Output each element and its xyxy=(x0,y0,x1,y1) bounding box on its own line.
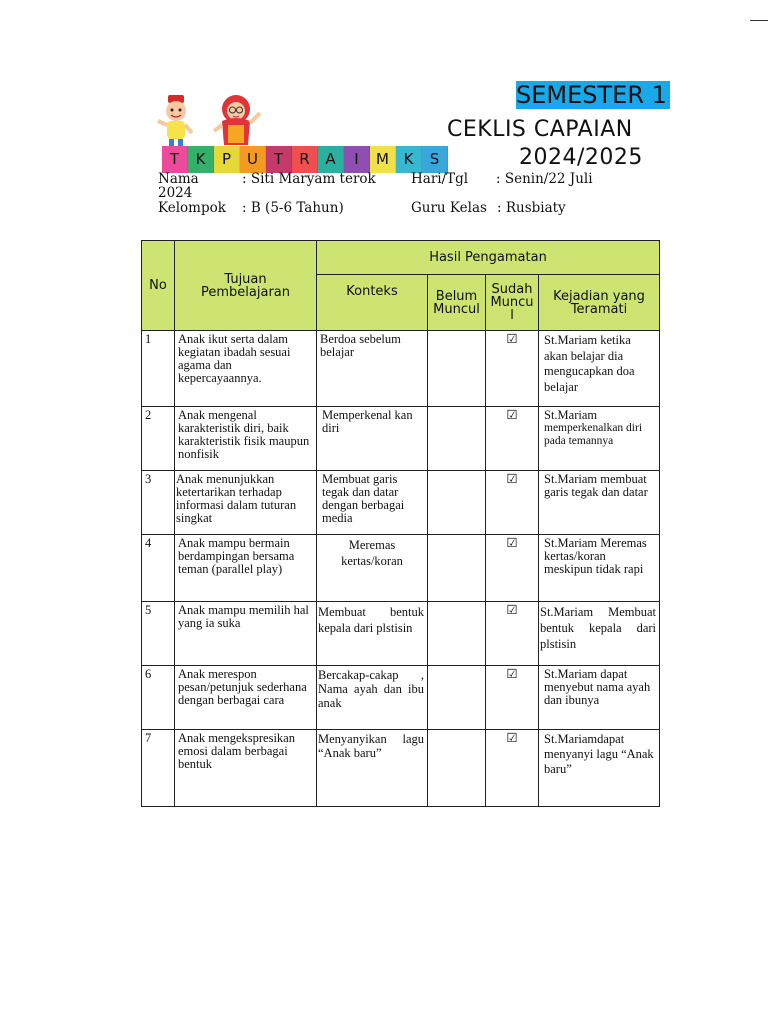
school-letter-block: R xyxy=(292,146,318,173)
table-row xyxy=(142,602,660,666)
row-sudah-checkbox: ☑ xyxy=(486,535,539,602)
row-tujuan: Anak menunjukkan ketertarikan terhadap informasi dalam tuturan singkat xyxy=(175,471,317,535)
table-row xyxy=(142,407,660,471)
school-name-blocks xyxy=(162,146,448,173)
header-sudah: Sudah Muncul xyxy=(486,275,539,331)
nama-value: : Siti Maryam terok xyxy=(242,171,376,187)
row-kejadian: St.Mariam dapat menyebut nama ayah dan ibunya xyxy=(539,666,660,730)
kelompok-value: : B (5-6 Tahun) xyxy=(242,200,344,216)
row-number: 5 xyxy=(142,602,175,666)
guru-value: : Rusbiaty xyxy=(497,200,566,216)
row-number: 2 xyxy=(142,407,175,471)
school-letter-block: K xyxy=(188,146,214,173)
school-letter-block: K xyxy=(396,146,422,173)
row-belum xyxy=(428,602,486,666)
hari-value: : Senin/22 Juli xyxy=(496,171,593,187)
row-tujuan: Anak mengenal karakteristik diri, baik karakteristik fisik maupun nonfisik xyxy=(175,407,317,471)
nama-label: Nama xyxy=(158,171,199,187)
row-konteks: Meremas kertas/koran xyxy=(317,535,428,602)
row-konteks: Memperkenal kan diri xyxy=(317,407,428,471)
row-tujuan: Anak mengekspresikan emosi dalam berbagai bentuk xyxy=(175,730,317,807)
row-konteks: Membuat bentuk kepala dari plstisin xyxy=(317,602,428,666)
row-belum xyxy=(428,471,486,535)
header-konteks: Konteks xyxy=(317,275,428,331)
table-row xyxy=(142,331,660,407)
header-no: No xyxy=(142,241,175,331)
kelompok-label: Kelompok xyxy=(158,200,226,216)
school-letter-block: P xyxy=(214,146,240,173)
row-kejadian-detail: memperkenalkan diri pada temannya xyxy=(544,422,643,447)
row-sudah-checkbox: ☑ xyxy=(486,730,539,807)
row-kejadian xyxy=(539,407,660,471)
date-year: 2024 xyxy=(158,185,193,201)
header-hasil-text: Hasil Pengamatan xyxy=(429,250,547,265)
row-number: 7 xyxy=(142,730,175,807)
row-kejadian: St.Mariamdapat menyanyi lagu “Anak baru” xyxy=(539,730,660,807)
row-sudah-checkbox: ☑ xyxy=(486,471,539,535)
row-number: 1 xyxy=(142,331,175,407)
row-belum xyxy=(428,331,486,407)
school-letter-block: M xyxy=(370,146,396,173)
school-letter-block: T xyxy=(162,146,188,173)
assessment-table xyxy=(141,240,660,807)
row-konteks: Menyanyikan lagu “Anak baru” xyxy=(317,730,428,807)
header-hasil xyxy=(317,241,660,275)
row-belum xyxy=(428,407,486,471)
semester-badge xyxy=(516,81,670,109)
hari-label: Hari/Tgl xyxy=(411,171,469,187)
row-tujuan: Anak ikut serta dalam kegiatan ibadah sesuai agama dan kepercayaannya. xyxy=(175,331,317,407)
academic-year: 2024/2025 xyxy=(519,145,643,170)
row-kejadian-name: St.Mariam xyxy=(544,408,598,422)
school-letter-block: U xyxy=(240,146,266,173)
row-tujuan: Anak merespon pesan/petunjuk sederhana dengan berbagai cara xyxy=(175,666,317,730)
row-number: 3 xyxy=(142,471,175,535)
row-konteks: Bercakap-cakap , Nama ayah dan ibu anak xyxy=(317,666,428,730)
table-row xyxy=(142,666,660,730)
row-number: 4 xyxy=(142,535,175,602)
guru-label: Guru Kelas xyxy=(411,200,487,216)
semester-text: SEMESTER 1 xyxy=(516,81,667,109)
row-kejadian: St.Mariam Meremas kertas/koran meskipun tidak rapi xyxy=(539,535,660,602)
row-sudah-checkbox: ☑ xyxy=(486,602,539,666)
school-letter-block: T xyxy=(266,146,292,173)
table-row xyxy=(142,471,660,535)
table-row xyxy=(142,535,660,602)
row-belum xyxy=(428,666,486,730)
school-letter-block: A xyxy=(318,146,344,173)
document-title: CEKLIS CAPAIAN xyxy=(447,117,633,142)
row-kejadian: St.Mariam Membuat bentuk kepala dari plstisin xyxy=(539,602,660,666)
row-belum xyxy=(428,535,486,602)
table-row xyxy=(142,730,660,807)
corner-mark xyxy=(750,20,768,21)
row-sudah-checkbox: ☑ xyxy=(486,331,539,407)
header-kejadian: Kejadian yang Teramati xyxy=(539,275,660,331)
boy-figure xyxy=(158,95,192,147)
row-tujuan: Anak mampu memilih hal yang ia suka xyxy=(175,602,317,666)
row-sudah-checkbox: ☑ xyxy=(486,666,539,730)
header-belum: Belum Muncul xyxy=(428,275,486,331)
row-konteks: Membuat garis tegak dan datar dengan berbagai media xyxy=(317,471,428,535)
row-number: 6 xyxy=(142,666,175,730)
row-kejadian: St.Mariam ketika akan belajar dia mengucapkan doa belajar xyxy=(539,331,660,407)
school-letter-block: S xyxy=(422,146,448,173)
row-belum xyxy=(428,730,486,807)
row-konteks: Berdoa sebelum belajar xyxy=(317,331,428,407)
header-tujuan: Tujuan Pembelajaran xyxy=(175,241,317,331)
girl-figure xyxy=(214,95,260,145)
row-sudah-checkbox: ☑ xyxy=(486,407,539,471)
school-letter-block: I xyxy=(344,146,370,173)
kids-mascot-illustration xyxy=(156,95,266,147)
row-tujuan: Anak mampu bermain berdampingan bersama teman (parallel play) xyxy=(175,535,317,602)
row-kejadian: St.Mariam membuat garis tegak dan datar xyxy=(539,471,660,535)
